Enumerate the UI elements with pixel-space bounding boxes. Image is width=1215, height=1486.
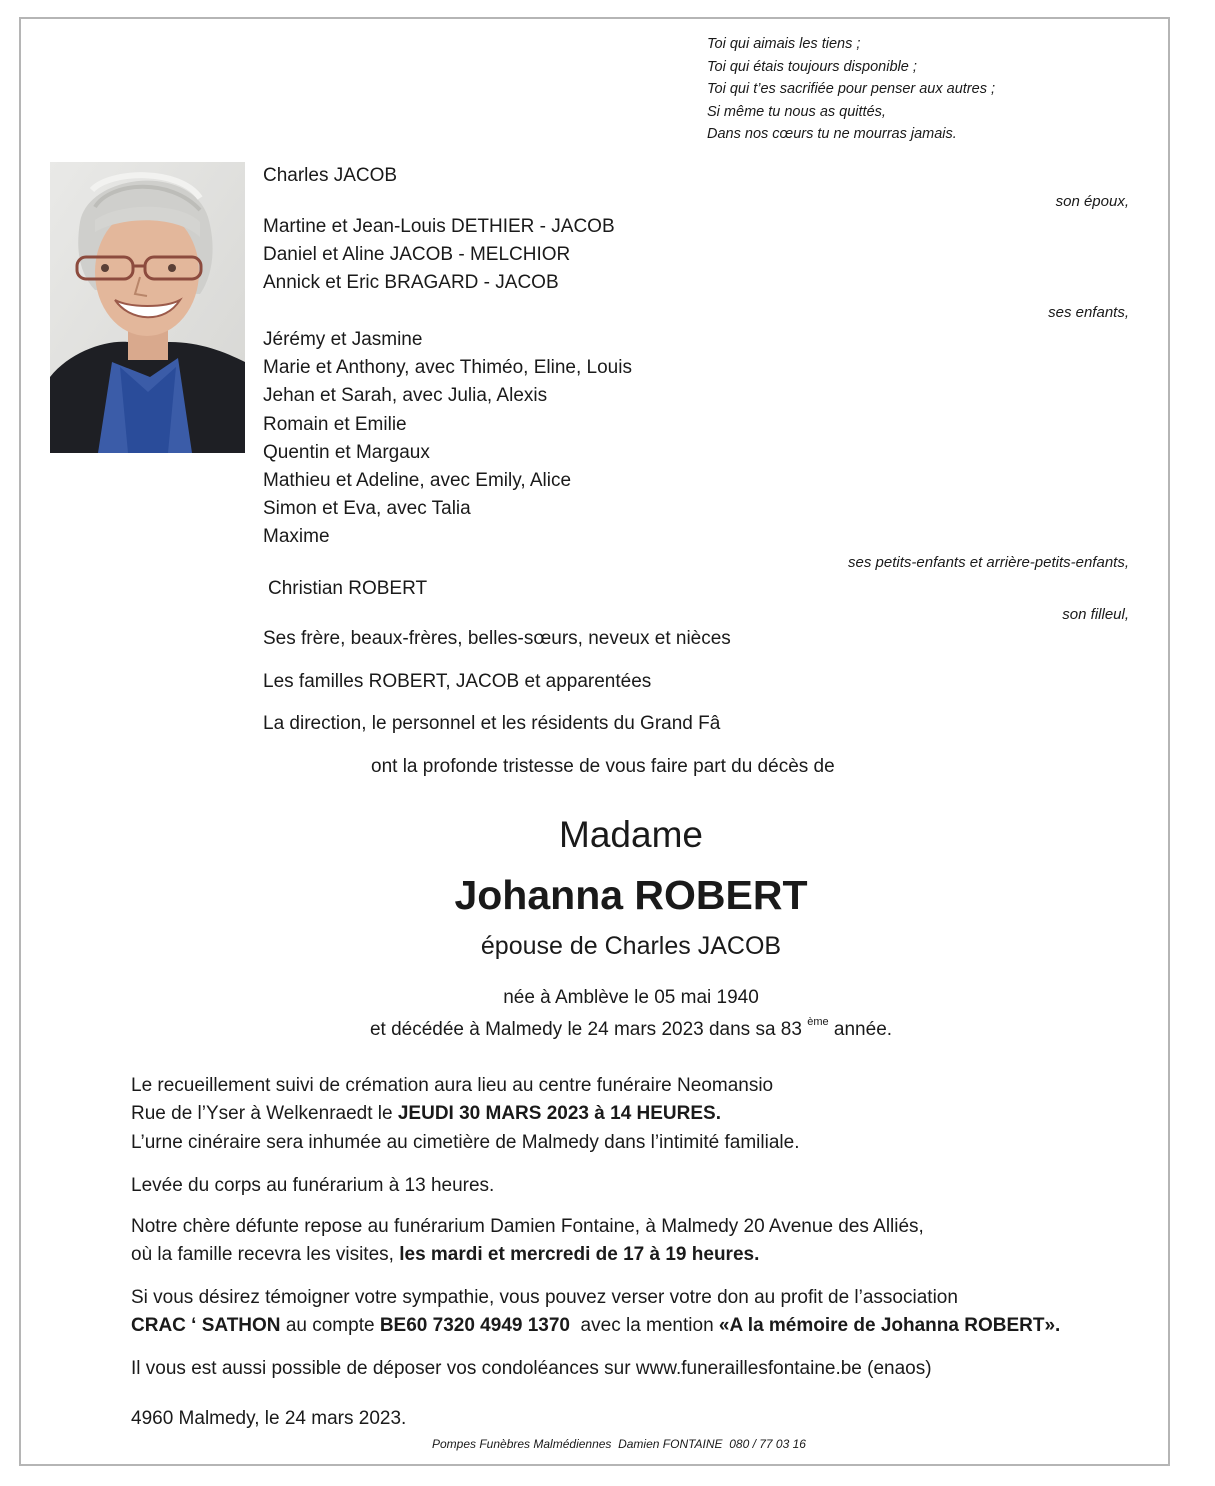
- ceremony-block: [131, 1072, 799, 1157]
- list-item: Simon et Eva, avec Talia: [263, 498, 471, 520]
- deceased-name: Johanna ROBERT: [454, 872, 808, 918]
- list-item: Marie et Anthony, avec Thiméo, Eline, Louis: [263, 357, 632, 379]
- donation-line: Si vous désirez témoigner votre sympathie, vous pouvez verser votre don au profit de l’association: [131, 1287, 958, 1308]
- children-role: ses enfants,: [1048, 304, 1129, 321]
- list-item: Maxime: [263, 526, 330, 548]
- poem-line: Toi qui t’es sacrifiée pour penser aux autres ;: [707, 81, 996, 98]
- grandchildren-list: [263, 326, 632, 552]
- death-text: et décédée à Malmedy le 24 mars 2023 dans sa 83: [369, 1019, 802, 1040]
- spouse-role: son époux,: [1055, 193, 1129, 210]
- visits-text: où la famille recevra les visites,: [131, 1244, 400, 1266]
- ordinal-suffix: ème: [807, 1016, 829, 1028]
- portrait-photo: [50, 162, 245, 453]
- visits-block: [131, 1213, 924, 1270]
- visits-line: [131, 1241, 924, 1269]
- donation-block: [131, 1284, 1060, 1341]
- siblings-line: Ses frère, beaux-frères, belles-sœurs, neveux et nièces: [263, 628, 731, 649]
- ceremony-date: JEUDI 30 MARS 2023 à 14 HEURES.: [397, 1103, 721, 1125]
- deceased-spouse-line: épouse de Charles JACOB: [480, 932, 782, 960]
- godson-role: son filleul,: [1062, 606, 1129, 623]
- list-item: Jehan et Sarah, avec Julia, Alexis: [263, 385, 548, 407]
- donation-text: avec la mention: [570, 1315, 719, 1337]
- poem-line: Dans nos cœurs tu ne mourras jamais.: [707, 126, 957, 143]
- godson-name: Christian ROBERT: [268, 578, 428, 599]
- death-text-end: année.: [833, 1019, 893, 1040]
- ceremony-line: L’urne cinéraire sera inhumée au cimetière de Malmedy dans l’intimité familiale.: [131, 1131, 800, 1153]
- deceased-title: Madame: [559, 814, 703, 855]
- association-name: CRAC ‘ SATHON: [131, 1315, 281, 1337]
- footer: Pompes Funèbres Malmédiennes Damien FONTAINE 080 / 77 03 16: [432, 1437, 806, 1451]
- announcement: ont la profonde tristesse de vous faire part du décès de: [371, 756, 835, 777]
- list-item: Mathieu et Adeline, avec Emily, Alice: [263, 470, 572, 492]
- children-list: [263, 213, 615, 298]
- grandchildren-role: ses petits-enfants et arrière-petits-enfants,: [848, 554, 1129, 571]
- list-item: Annick et Eric BRAGARD - JACOB: [263, 272, 559, 294]
- poem-line: Toi qui aimais les tiens ;: [707, 36, 861, 52]
- visits-line: Notre chère défunte repose au funérarium Damien Fontaine, à Malmedy 20 Avenue des Alliés,: [131, 1216, 924, 1237]
- condolences-line: Il vous est aussi possible de déposer vos condoléances sur www.funeraillesfontaine.be (enaos): [131, 1358, 932, 1379]
- poem-line: Toi qui étais toujours disponible ;: [707, 58, 917, 75]
- ceremony-text: Rue de l’Yser à Welkenraedt le: [131, 1103, 398, 1125]
- ceremony-line: Le recueillement suivi de crémation aura lieu au centre funéraire Neomansio: [131, 1075, 774, 1096]
- families-line: Les familles ROBERT, JACOB et apparentées: [263, 671, 652, 692]
- list-item: Romain et Emilie: [263, 413, 407, 435]
- poem-line: Si même tu nous as quittés,: [707, 103, 886, 120]
- birth-line: née à Amblève le 05 mai 1940: [503, 987, 759, 1008]
- spouse-name: Charles JACOB: [263, 165, 398, 186]
- poem: [707, 33, 995, 146]
- place-date: 4960 Malmedy, le 24 mars 2023.: [131, 1408, 407, 1429]
- list-item: Martine et Jean-Louis DETHIER - JACOB: [263, 216, 615, 237]
- list-item: Quentin et Margaux: [263, 441, 430, 463]
- donation-line: [131, 1312, 1060, 1340]
- institution-line: La direction, le personnel et les résidents du Grand Fâ: [263, 713, 721, 734]
- donation-text: au compte: [280, 1315, 380, 1337]
- death-line: [0, 1016, 1215, 1041]
- list-item: Jérémy et Jasmine: [263, 329, 423, 350]
- ceremony-line: [131, 1100, 799, 1128]
- donation-mention: «A la mémoire de Johanna ROBERT».: [718, 1315, 1061, 1337]
- levee-line: Levée du corps au funérarium à 13 heures.: [131, 1175, 495, 1196]
- visits-hours: les mardi et mercredi de 17 à 19 heures.: [399, 1244, 760, 1266]
- account-number: BE60 7320 4949 1370: [379, 1315, 570, 1337]
- list-item: Daniel et Aline JACOB - MELCHIOR: [263, 244, 571, 266]
